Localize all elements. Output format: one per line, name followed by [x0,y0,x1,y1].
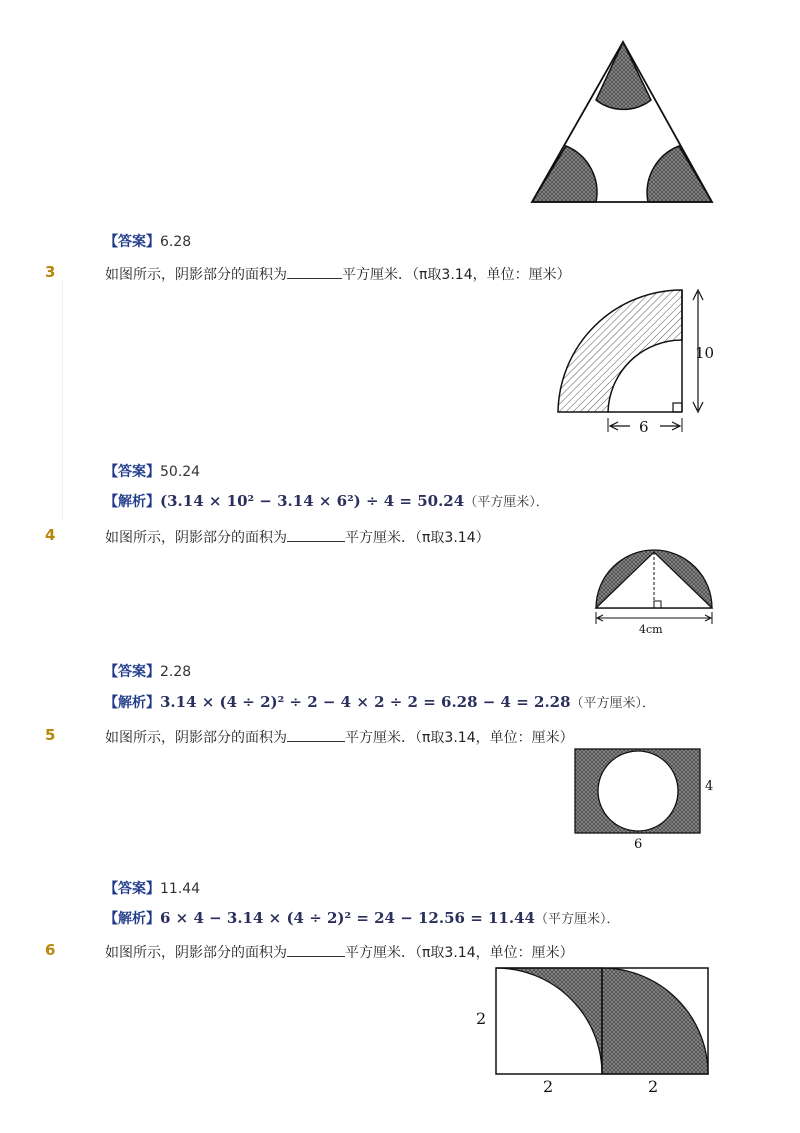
label-width: 4cm [639,623,663,636]
quarter-ring-figure [552,284,722,439]
analysis-formula: (3.14 × 10² − 3.14 × 6²) ÷ 4 = 50.24 [160,492,465,510]
analysis-label: 【解析】 [104,494,160,510]
analysis-unit: （平方厘米）． [570,696,656,711]
answer-line-3 [104,461,200,481]
question-text-post: 平方厘米．（π取3.14） [345,530,490,546]
analysis-line-5 [104,908,619,928]
triangle-figure [528,38,718,208]
analysis-line-4 [104,692,655,712]
label-width: 6 [634,837,643,852]
answer-line-2 [104,231,191,251]
analysis-line-3 [104,491,549,511]
answer-label: 【答案】 [104,464,160,480]
answer-line-4 [104,661,191,681]
question-number: 5 [45,726,56,744]
answer-value: 2.28 [160,664,192,680]
answer-blank [287,266,342,279]
semicircle-figure [592,546,717,638]
question-text-pre: 如图所示，阴影部分的面积为 [105,530,287,546]
answer-value: 6.28 [160,234,192,250]
analysis-label: 【解析】 [104,695,160,711]
answer-blank [287,529,345,542]
question-number: 6 [45,941,56,959]
answer-label: 【答案】 [104,881,160,897]
analysis-formula: 6 × 4 − 3.14 × (4 ÷ 2)² = 24 − 12.56 = 11.44 [160,909,535,927]
analysis-unit: （平方厘米）． [534,912,620,927]
question-text-post: 平方厘米．（π取3.14，单位：厘米） [345,730,574,746]
question-number: 4 [45,526,56,544]
question-text-pre: 如图所示，阴影部分的面积为 [105,945,287,961]
label-height: 2 [476,1009,487,1028]
rectangle-circle-figure [570,744,720,854]
answer-value: 11.44 [160,881,201,897]
answer-blank [287,729,345,742]
answer-label: 【答案】 [104,234,160,250]
answer-value: 50.24 [160,464,201,480]
label-width-right: 2 [648,1077,659,1096]
question-number: 3 [45,263,56,281]
label-base: 6 [639,418,649,436]
label-height: 10 [695,344,715,362]
answer-blank [287,944,345,957]
question-text [105,264,571,284]
question-text-pre: 如图所示，阴影部分的面积为 [105,267,287,283]
answer-line-5 [104,878,200,898]
question-text-pre: 如图所示，阴影部分的面积为 [105,730,287,746]
analysis-unit: （平方厘米）． [464,495,549,510]
question-text-post: 平方厘米．（π取3.14，单位：厘米） [342,267,571,283]
analysis-label: 【解析】 [104,911,160,927]
question-text-post: 平方厘米．（π取3.14，单位：厘米） [345,945,574,961]
question-text [105,727,574,747]
analysis-formula: 3.14 × (4 ÷ 2)² ÷ 2 − 4 × 2 ÷ 2 = 6.28 − 4 = 2.28 [160,693,571,711]
label-width-left: 2 [543,1077,554,1096]
two-squares-figure [470,962,720,1098]
label-height: 4 [705,779,714,794]
question-text [105,527,490,547]
answer-label: 【答案】 [104,664,160,680]
question-text [105,942,574,962]
